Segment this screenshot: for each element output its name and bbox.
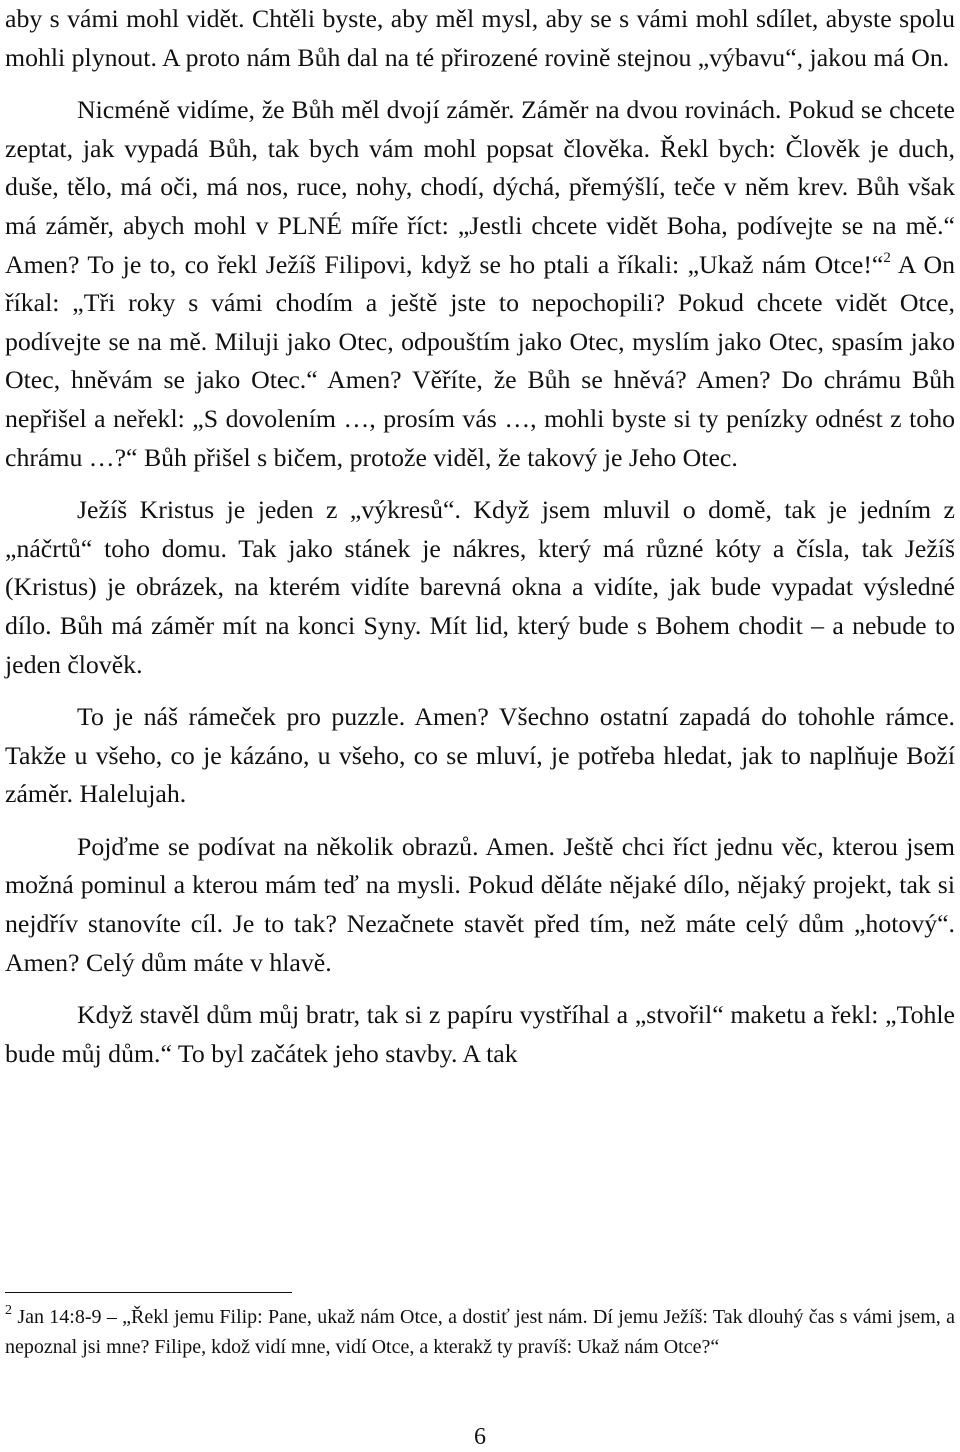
paragraph-text: Nicméně vidíme, že Bůh měl dvojí záměr. Záměr na dvou rovinách. Pokud se chcete zeptat, jak vypadá Bůh, tak bych vám mohl popsat člověka. Řekl bych: Člověk je duch, duše, tělo, má oči, má nos, ruce, nohy, chodí, dýchá, přemýšlí, teče v něm krev. Bůh však má záměr, abych mohl v PLNÉ míře říct: „Jestli chcete vidět Boha, podívejte se na mě.“ Amen? To je to, co řekl Ježíš Filipovi, když se ho ptali a říkali: „Ukaž nám Otce!“ (5, 95, 955, 279)
footnote (5, 1302, 955, 1362)
paragraph: Když stavěl dům můj bratr, tak si z papíru vystříhal a „stvořil“ maketu a řekl: „Tohle bude můj dům.“ To byl začátek jeho stavby. A tak (5, 1000, 955, 1068)
page-number: 6 (474, 1424, 486, 1450)
paragraph: aby s vámi mohl vidět. Chtěli byste, aby měl mysl, aby se s vámi mohl sdílet, abyste spolu mohli plynout. A proto nám Bůh dal na té přirozené rovině stejnou „výbavu“, jakou má On. (5, 4, 955, 72)
paragraph: Ježíš Kristus je jeden z „výkresů“. Když jsem mluvil o domě, tak je jedním z „náčrtů“ toho domu. Tak jako stánek je nákres, který má různé kóty a čísla, tak Ježíš (Kristus) je obrázek, na kterém vidíte barevná okna a vidíte, jak bude vypadat výsledné dílo. Bůh má záměr mít na konci Syny. Mít lid, který bude s Bohem chodit – a nebude to jeden člověk. (5, 495, 955, 679)
paragraph-text: A On říkal: „Tři roky s vámi chodím a ještě jste to nepochopili? Pokud chcete vidět Otce, podívejte se na mě. Miluji jako Otec, odpouštím jako Otec, myslím jako Otec, spasím jako Otec, hněvám se jako Otec.“ Amen? Věříte, že Bůh se hněvá? Amen? Do chrámu Bůh nepřišel a neřekl: „S dovolením …, prosím vás …, mohli byste si ty penízky odnést z toho chrámu …?“ Bůh přišel s bičem, protože viděl, že takový je Jeho Otec. (5, 249, 955, 472)
footnote-marker: 2 (5, 1303, 12, 1318)
paragraph: Pojďme se podívat na několik obrazů. Amen. Ještě chci říct jednu věc, kterou jsem možná pominul a kterou mám teď na mysli. Pokud děláte nějaké dílo, nějaký projekt, tak si nejdřív stanovíte cíl. Je to tak? Nezačnete stavět před tím, než máte celý dům „hotový“. Amen? Celý dům máte v hlavě. (5, 831, 955, 977)
paragraph (5, 91, 955, 477)
footnote-text: Jan 14:8-9 – „Řekl jemu Filip: Pane, ukaž nám Otce, a dostiť jest nám. Dí jemu Ježíš: Tak dlouhý čas s vámi jsem, a nepoznal jsi mne? Filipe, kdož vidí mne, vidí Otce, a kterakž ty pravíš: Ukaž nám Otce?“ (5, 1306, 955, 1358)
footnote-reference: 2 (883, 249, 891, 266)
footnote-separator (5, 1292, 292, 1293)
paragraph: To je náš rámeček pro puzzle. Amen? Všechno ostatní zapadá do tohohle rámce. Takže u všeho, co je kázáno, u všeho, co se mluví, je potřeba hledat, jak to naplňuje Boží záměr. Halelujah. (5, 702, 955, 809)
page-body (5, 0, 955, 1073)
